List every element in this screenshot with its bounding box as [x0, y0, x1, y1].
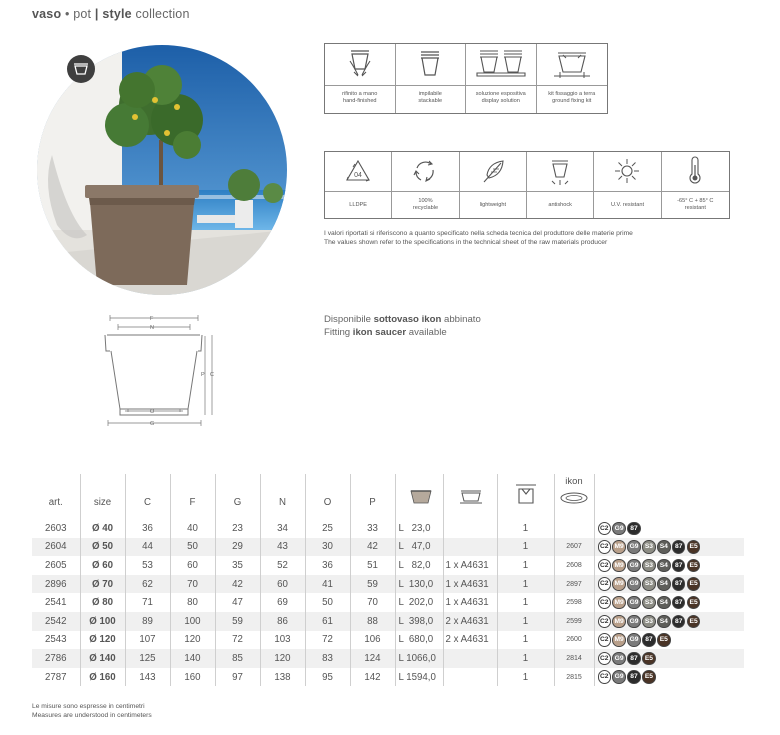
table-row	[32, 612, 744, 631]
title-vaso: vaso	[32, 7, 62, 21]
saucer-insert-icon	[457, 489, 485, 505]
cell-saucer: 2 x A4631	[443, 631, 497, 650]
cell-vol: L 680,0	[395, 631, 443, 650]
cell-ikon: 2607	[554, 538, 594, 557]
cell-c: 44	[125, 538, 170, 557]
feature-display-solution	[466, 44, 537, 113]
color-swatch: M9	[612, 577, 626, 591]
cell-size: Ø 70	[80, 575, 125, 594]
cell-qty: 1	[497, 612, 554, 631]
pot-icon	[73, 63, 89, 75]
table-header-row	[32, 474, 744, 519]
col-art: art.	[48, 497, 63, 508]
cell-art: 2543	[44, 634, 67, 646]
color-swatch: S4	[657, 559, 671, 573]
cell-f: 70	[170, 575, 215, 594]
cell-o: 61	[305, 612, 350, 631]
cell-c: 36	[125, 519, 170, 538]
color-swatch: 87	[642, 633, 656, 647]
feature-label-it: soluzione espositiva	[475, 91, 526, 97]
cell-colors	[594, 668, 744, 687]
col-ikon	[554, 474, 594, 519]
color-swatch: G9	[612, 522, 626, 536]
thermometer-icon	[685, 156, 705, 186]
cell-qty: 1	[497, 538, 554, 557]
feature-stackable	[396, 44, 467, 113]
cell-size: Ø 140	[80, 649, 125, 668]
cell-ikon: 2600	[554, 631, 594, 650]
color-swatch: M9	[612, 633, 626, 647]
color-swatch: S4	[657, 615, 671, 629]
color-swatch: C2	[598, 577, 612, 591]
cell-n: 69	[260, 593, 305, 612]
cell-saucer	[443, 668, 497, 687]
display-solution-icon	[475, 48, 527, 80]
color-swatch: G9	[612, 670, 626, 684]
cell-qty: 1	[497, 631, 554, 650]
cell-o: 95	[305, 668, 350, 687]
col-volume	[395, 474, 443, 519]
cell-c: 53	[125, 556, 170, 575]
product-photo	[37, 45, 287, 295]
cell-f: 120	[170, 631, 215, 650]
cell-art: 2605	[44, 559, 67, 571]
table-row	[32, 668, 744, 687]
col-size: size	[80, 474, 125, 519]
color-swatch: S3	[642, 615, 656, 629]
cell-art: 2786	[32, 649, 80, 668]
cell-f: 50	[170, 538, 215, 557]
color-swatch: S3	[642, 596, 656, 610]
table-row	[32, 519, 744, 538]
cell-n: 60	[260, 575, 305, 594]
cell-qty: 1	[497, 593, 554, 612]
color-swatch: S4	[657, 540, 671, 554]
cell-qty: 1	[497, 556, 554, 575]
color-swatch: C2	[598, 615, 612, 629]
feature-label: 100% recyclable	[412, 198, 439, 211]
cell-colors	[594, 538, 744, 557]
color-swatch: C2	[598, 540, 612, 554]
cell-colors	[594, 519, 744, 538]
dim-label-o: O	[150, 409, 155, 415]
saucer-en-pre: Fitting	[324, 326, 353, 338]
cell-size: Ø 100	[80, 612, 125, 631]
color-swatch: S3	[642, 540, 656, 554]
title-collection: collection	[135, 7, 190, 21]
cell-g: 29	[215, 538, 260, 557]
table-row	[32, 575, 744, 594]
ikon-header-label: ikon	[565, 476, 583, 487]
color-swatch: 87	[627, 670, 641, 684]
color-swatch: M9	[612, 540, 626, 554]
cell-vol: L 82,0	[395, 556, 443, 575]
materials-note	[324, 230, 633, 247]
cell-o: 50	[305, 593, 350, 612]
cell-g: 72	[215, 631, 260, 650]
feature-lightweight	[460, 152, 527, 218]
cell-saucer: 1 x A4631	[443, 593, 497, 612]
table-row	[32, 649, 744, 668]
color-swatch: C2	[598, 652, 612, 666]
feature-lldpe	[325, 152, 392, 218]
cell-n: 120	[260, 649, 305, 668]
color-swatch: C2	[598, 670, 612, 684]
materials-note-en: The values shown refer to the specifications in the technical sheet of the raw materials producer	[324, 238, 608, 246]
recycle-04-icon	[343, 158, 373, 186]
table-row	[32, 593, 744, 612]
cell-c: 143	[125, 668, 170, 687]
title-separator: |	[94, 7, 99, 21]
box-icon	[514, 481, 538, 505]
cell-saucer	[443, 649, 497, 668]
sun-icon	[613, 157, 641, 185]
cell-ikon: 2608	[554, 556, 594, 575]
cell-c: 125	[125, 649, 170, 668]
hand-finished-icon	[345, 47, 375, 81]
saucer-availability	[324, 314, 481, 339]
feature-label-en: hand-finished	[342, 98, 377, 104]
col-o: O	[305, 474, 350, 519]
saucer-en-bold: ikon saucer	[352, 326, 407, 338]
cell-qty: 1	[497, 668, 554, 687]
cell-g: 23	[215, 519, 260, 538]
color-swatch: M9	[612, 615, 626, 629]
cell-p: 88	[350, 612, 395, 631]
table-row	[32, 556, 744, 575]
pot-style-badge	[67, 55, 95, 83]
col-colors	[594, 474, 744, 519]
cell-art: 2542	[32, 612, 80, 631]
cell-g: 59	[215, 612, 260, 631]
recyclable-icon	[411, 158, 439, 186]
cell-vol: L 1066,0	[395, 649, 443, 668]
cell-ikon: 2814	[554, 649, 594, 668]
color-swatch: G9	[627, 596, 641, 610]
cell-p: 59	[350, 575, 395, 594]
cell-art: 2896	[32, 575, 80, 594]
feature-label-it: impilabile	[418, 91, 442, 97]
cell-colors	[594, 631, 744, 650]
feature-ground-fixing-kit	[537, 44, 608, 113]
cell-o: 36	[305, 556, 350, 575]
color-swatch: G9	[612, 652, 626, 666]
color-swatch: S3	[642, 559, 656, 573]
ground-fixing-kit-icon	[550, 48, 594, 80]
cell-qty: 1	[497, 649, 554, 668]
cell-o: 25	[305, 519, 350, 538]
cell-o: 83	[305, 649, 350, 668]
col-c: C	[125, 474, 170, 519]
title-style: style	[102, 7, 132, 21]
cell-g: 35	[215, 556, 260, 575]
footer-note	[32, 703, 152, 720]
feature-uv-resistant	[594, 152, 661, 218]
cell-c: 89	[125, 612, 170, 631]
cell-colors	[594, 649, 744, 668]
saucer-it-post: abbinato	[441, 314, 481, 325]
cell-ikon: 2598	[554, 593, 594, 612]
dim-label-f: F	[150, 316, 154, 322]
feature-label: LLDPE	[349, 202, 368, 208]
cell-ikon: 2815	[554, 668, 594, 687]
dim-label-g: G	[150, 421, 155, 427]
recycle-code: 04	[354, 172, 363, 179]
cell-c: 107	[125, 631, 170, 650]
dim-label-p: P	[201, 372, 205, 378]
cell-o: 41	[305, 575, 350, 594]
feature-label: U.V. resistant	[610, 202, 644, 208]
cell-ikon: 2897	[554, 575, 594, 594]
cell-f: 100	[170, 612, 215, 631]
table-row	[32, 538, 744, 557]
col-g: G	[215, 474, 260, 519]
cell-saucer: 1 x A4631	[443, 575, 497, 594]
volume-icon	[409, 489, 433, 505]
cell-p: 142	[350, 668, 395, 687]
cell-size: Ø 80	[80, 593, 125, 612]
cell-colors	[594, 612, 744, 631]
color-swatch: G9	[627, 577, 641, 591]
cell-size: Ø 160	[80, 668, 125, 687]
antishock-icon	[546, 157, 574, 187]
cell-g: 97	[215, 668, 260, 687]
feature-box-top	[324, 43, 608, 114]
cell-size: Ø 50	[80, 538, 125, 557]
color-swatch: C2	[598, 559, 612, 573]
color-swatch: E5	[687, 596, 701, 610]
cell-n: 103	[260, 631, 305, 650]
color-swatch: C2	[598, 522, 612, 536]
dim-label-n: N	[150, 325, 154, 331]
cell-g: 47	[215, 593, 260, 612]
cell-art: 2603	[44, 522, 67, 534]
color-swatch: M9	[612, 596, 626, 610]
table-row	[32, 631, 744, 650]
col-f: F	[170, 474, 215, 519]
cell-vol: L 202,0	[395, 593, 443, 612]
feature-recyclable	[392, 152, 459, 218]
color-swatch: S4	[657, 596, 671, 610]
cell-size: Ø 120	[80, 631, 125, 650]
cell-n: 52	[260, 556, 305, 575]
title-pot: pot	[73, 7, 92, 21]
cell-saucer	[443, 519, 497, 538]
cell-saucer: 1 x A4631	[443, 556, 497, 575]
cell-art: 2787	[44, 671, 67, 683]
color-swatch: E5	[687, 540, 701, 554]
cell-c: 71	[125, 593, 170, 612]
cell-p: 124	[350, 649, 395, 668]
color-swatch: G9	[627, 559, 641, 573]
spec-table	[32, 474, 744, 686]
feature-label-it: kit fissaggio a terra	[548, 91, 596, 97]
col-n: N	[260, 474, 305, 519]
cell-f: 60	[170, 556, 215, 575]
cell-p: 70	[350, 593, 395, 612]
cell-size: Ø 60	[80, 556, 125, 575]
cell-saucer	[443, 538, 497, 557]
cell-f: 80	[170, 593, 215, 612]
color-swatch: G9	[627, 615, 641, 629]
footer-note-it: Le misure sono espresse in centimetri	[32, 703, 145, 710]
cell-qty: 1	[497, 575, 554, 594]
color-swatch: E5	[642, 652, 656, 666]
feature-label: lightweight	[479, 202, 507, 208]
color-swatch: 87	[672, 540, 686, 554]
saucer-it-pre: Disponibile	[324, 314, 374, 325]
cell-f: 40	[170, 519, 215, 538]
color-swatch: 87	[672, 615, 686, 629]
feature-label-en: ground fixing kit	[552, 98, 592, 104]
feature-label-en: stackable	[418, 98, 443, 104]
cell-vol: L 1594,0	[395, 668, 443, 687]
cell-colors	[594, 556, 744, 575]
color-swatch: E5	[657, 633, 671, 647]
color-swatch: M9	[612, 559, 626, 573]
cell-n: 34	[260, 519, 305, 538]
cell-saucer: 2 x A4631	[443, 612, 497, 631]
feature-antishock	[527, 152, 594, 218]
cell-o: 72	[305, 631, 350, 650]
cell-g: 42	[215, 575, 260, 594]
cell-p: 33	[350, 519, 395, 538]
feature-temperature	[662, 152, 729, 218]
color-swatch: C2	[598, 633, 612, 647]
cell-f: 140	[170, 649, 215, 668]
color-swatch: 87	[672, 577, 686, 591]
color-swatch: 87	[627, 652, 641, 666]
cell-p: 42	[350, 538, 395, 557]
cell-vol: L 47,0	[395, 538, 443, 557]
feature-label: antishock	[548, 202, 572, 208]
col-qty	[497, 474, 554, 519]
cell-size: Ø 40	[80, 519, 125, 538]
dimension-drawing	[88, 313, 228, 436]
feature-label-en: display solution	[481, 98, 520, 104]
feature-box-bottom	[324, 151, 730, 219]
cell-ikon: 2599	[554, 612, 594, 631]
saucer-it-bold: sottovaso ikon	[373, 314, 442, 325]
cell-n: 43	[260, 538, 305, 557]
feather-icon	[479, 157, 507, 185]
cell-n: 86	[260, 612, 305, 631]
cell-c: 62	[125, 575, 170, 594]
cell-n: 138	[260, 668, 305, 687]
cell-art: 2604	[32, 538, 80, 557]
color-swatch: E5	[642, 670, 656, 684]
cell-qty: 1	[497, 519, 554, 538]
stackable-icon	[415, 49, 445, 79]
feature-hand-finished	[325, 44, 396, 113]
color-swatch: E5	[687, 615, 701, 629]
cell-p: 106	[350, 631, 395, 650]
feature-label: -65° C + 85° C resistant	[677, 198, 714, 211]
materials-note-it: I valori riportati si riferiscono a quanto specificato nella scheda tecnica del produttore delle materie prime	[324, 230, 633, 237]
color-swatch: 87	[672, 596, 686, 610]
cell-ikon	[554, 519, 594, 538]
color-swatch: 87	[672, 559, 686, 573]
cell-g: 85	[215, 649, 260, 668]
feature-label-it: rifinito a mano	[342, 91, 378, 97]
dim-label-c: C	[210, 372, 214, 378]
color-swatch: E5	[687, 577, 701, 591]
color-swatch: S3	[642, 577, 656, 591]
color-swatch: 87	[627, 522, 641, 536]
color-swatch: G9	[627, 633, 641, 647]
color-swatch: C2	[598, 596, 612, 610]
color-swatch: S4	[657, 577, 671, 591]
ikon-saucer-icon	[559, 491, 589, 505]
cell-p: 51	[350, 556, 395, 575]
cell-art: 2541	[44, 597, 67, 609]
cell-colors	[594, 593, 744, 612]
col-p: P	[350, 474, 395, 519]
color-swatch: G9	[627, 540, 641, 554]
footer-note-en: Measures are understood in centimeters	[32, 711, 152, 719]
cell-vol: L 23,0	[395, 519, 443, 538]
page-title	[32, 7, 190, 21]
col-saucer-insert	[443, 474, 497, 519]
cell-f: 160	[170, 668, 215, 687]
cell-vol: L 398,0	[395, 612, 443, 631]
cell-colors	[594, 575, 744, 594]
cell-o: 30	[305, 538, 350, 557]
color-swatch: E5	[687, 559, 701, 573]
title-bullet: •	[64, 7, 70, 21]
cell-vol: L 130,0	[395, 575, 443, 594]
saucer-en-post: available	[406, 326, 447, 338]
